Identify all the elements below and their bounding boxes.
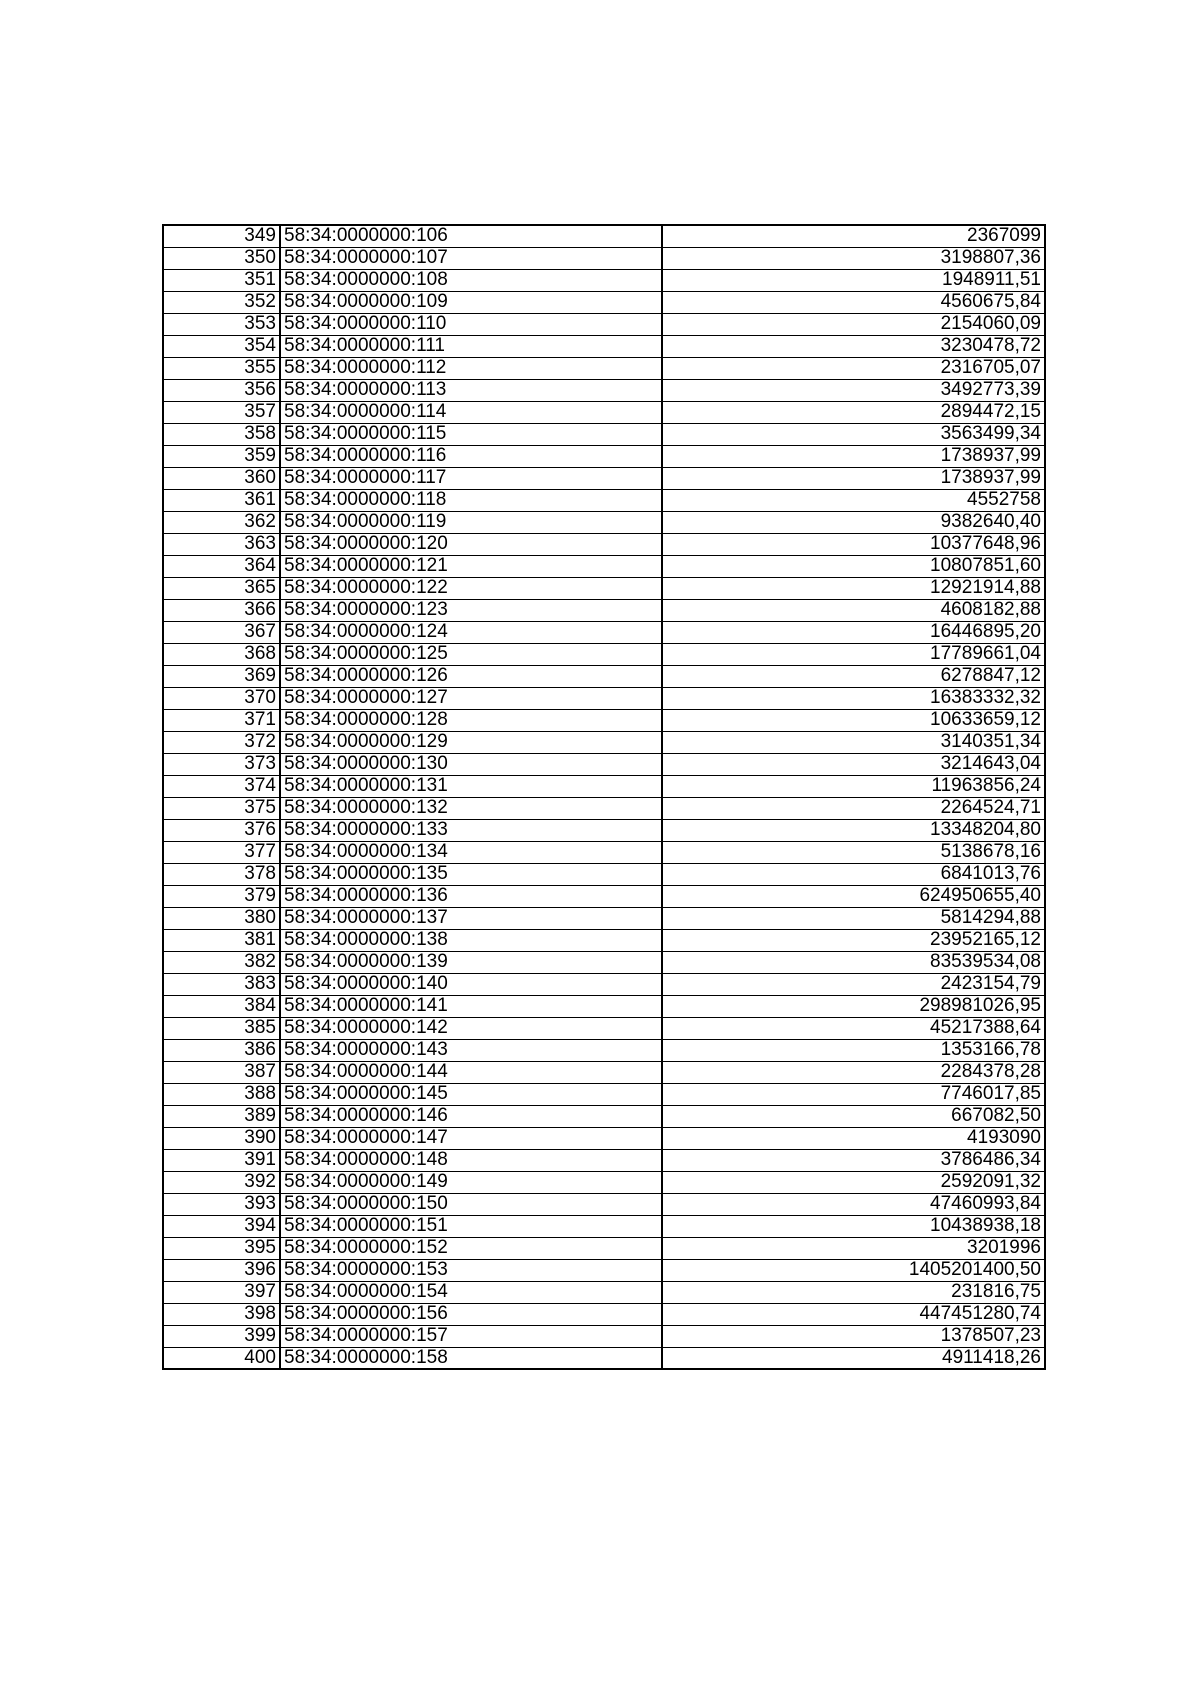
cadastral-number-cell: 58:34:0000000:120 [280, 533, 662, 555]
row-number-cell: 393 [163, 1193, 280, 1215]
row-number-cell: 375 [163, 797, 280, 819]
value-cell: 6278847,12 [662, 665, 1045, 687]
value-cell: 45217388,64 [662, 1017, 1045, 1039]
value-cell: 667082,50 [662, 1105, 1045, 1127]
row-number-cell: 397 [163, 1281, 280, 1303]
value-cell: 23952165,12 [662, 929, 1045, 951]
row-number-cell: 363 [163, 533, 280, 555]
row-number-cell: 384 [163, 995, 280, 1017]
value-cell: 1738937,99 [662, 467, 1045, 489]
value-cell: 2367099 [662, 225, 1045, 247]
cadastral-number-cell: 58:34:0000000:144 [280, 1061, 662, 1083]
row-number-cell: 388 [163, 1083, 280, 1105]
row-number-cell: 376 [163, 819, 280, 841]
cadastral-number-cell: 58:34:0000000:112 [280, 357, 662, 379]
row-number-cell: 367 [163, 621, 280, 643]
row-number-cell: 387 [163, 1061, 280, 1083]
table-row [163, 225, 1045, 247]
value-cell: 3214643,04 [662, 753, 1045, 775]
cadastral-number-cell: 58:34:0000000:139 [280, 951, 662, 973]
value-cell: 5814294,88 [662, 907, 1045, 929]
row-number-cell: 359 [163, 445, 280, 467]
row-number-cell: 372 [163, 731, 280, 753]
table-row [163, 511, 1045, 533]
row-number-cell: 364 [163, 555, 280, 577]
cadastral-number-cell: 58:34:0000000:132 [280, 797, 662, 819]
table-row [163, 1061, 1045, 1083]
table-row [163, 1039, 1045, 1061]
table-row [163, 1105, 1045, 1127]
value-cell: 10438938,18 [662, 1215, 1045, 1237]
table-row [163, 643, 1045, 665]
value-cell: 2894472,15 [662, 401, 1045, 423]
value-cell: 298981026,95 [662, 995, 1045, 1017]
row-number-cell: 382 [163, 951, 280, 973]
table-row [163, 599, 1045, 621]
row-number-cell: 380 [163, 907, 280, 929]
value-cell: 3492773,39 [662, 379, 1045, 401]
value-cell: 2154060,09 [662, 313, 1045, 335]
table-row [163, 489, 1045, 511]
table-row [163, 1127, 1045, 1149]
table-row [163, 269, 1045, 291]
row-number-cell: 360 [163, 467, 280, 489]
row-number-cell: 400 [163, 1347, 280, 1369]
value-cell: 2423154,79 [662, 973, 1045, 995]
table-row [163, 709, 1045, 731]
value-cell: 16446895,20 [662, 621, 1045, 643]
cadastral-number-cell: 58:34:0000000:114 [280, 401, 662, 423]
value-cell: 1738937,99 [662, 445, 1045, 467]
cadastral-number-cell: 58:34:0000000:153 [280, 1259, 662, 1281]
row-number-cell: 366 [163, 599, 280, 621]
table-row [163, 1171, 1045, 1193]
table-row [163, 1303, 1045, 1325]
table-row [163, 819, 1045, 841]
cadastral-number-cell: 58:34:0000000:119 [280, 511, 662, 533]
cadastral-number-cell: 58:34:0000000:129 [280, 731, 662, 753]
value-cell: 4560675,84 [662, 291, 1045, 313]
table-row [163, 423, 1045, 445]
row-number-cell: 369 [163, 665, 280, 687]
table-row [163, 467, 1045, 489]
cadastral-number-cell: 58:34:0000000:125 [280, 643, 662, 665]
cadastral-number-cell: 58:34:0000000:126 [280, 665, 662, 687]
value-cell: 2264524,71 [662, 797, 1045, 819]
value-cell: 16383332,32 [662, 687, 1045, 709]
value-cell: 9382640,40 [662, 511, 1045, 533]
table-row [163, 357, 1045, 379]
row-number-cell: 386 [163, 1039, 280, 1061]
table-row [163, 401, 1045, 423]
cadastral-number-cell: 58:34:0000000:130 [280, 753, 662, 775]
table-row [163, 1083, 1045, 1105]
table-row [163, 753, 1045, 775]
row-number-cell: 351 [163, 269, 280, 291]
row-number-cell: 355 [163, 357, 280, 379]
table-row [163, 621, 1045, 643]
cadastral-number-cell: 58:34:0000000:154 [280, 1281, 662, 1303]
table-row [163, 291, 1045, 313]
cadastral-number-cell: 58:34:0000000:123 [280, 599, 662, 621]
cadastral-number-cell: 58:34:0000000:156 [280, 1303, 662, 1325]
cadastral-number-cell: 58:34:0000000:136 [280, 885, 662, 907]
row-number-cell: 365 [163, 577, 280, 599]
table-row [163, 1281, 1045, 1303]
cadastral-number-cell: 58:34:0000000:117 [280, 467, 662, 489]
value-cell: 3563499,34 [662, 423, 1045, 445]
value-cell: 10633659,12 [662, 709, 1045, 731]
row-number-cell: 399 [163, 1325, 280, 1347]
row-number-cell: 352 [163, 291, 280, 313]
value-cell: 11963856,24 [662, 775, 1045, 797]
table-row [163, 775, 1045, 797]
cadastral-number-cell: 58:34:0000000:106 [280, 225, 662, 247]
cadastral-number-cell: 58:34:0000000:137 [280, 907, 662, 929]
row-number-cell: 391 [163, 1149, 280, 1171]
value-cell: 3230478,72 [662, 335, 1045, 357]
table-row [163, 1325, 1045, 1347]
table-row [163, 533, 1045, 555]
table-row [163, 885, 1045, 907]
row-number-cell: 395 [163, 1237, 280, 1259]
cadastral-number-cell: 58:34:0000000:108 [280, 269, 662, 291]
value-cell: 231816,75 [662, 1281, 1045, 1303]
cadastral-number-cell: 58:34:0000000:113 [280, 379, 662, 401]
table-row [163, 555, 1045, 577]
value-cell: 1948911,51 [662, 269, 1045, 291]
cadastral-number-cell: 58:34:0000000:128 [280, 709, 662, 731]
cadastral-number-cell: 58:34:0000000:148 [280, 1149, 662, 1171]
value-cell: 47460993,84 [662, 1193, 1045, 1215]
cadastral-number-cell: 58:34:0000000:110 [280, 313, 662, 335]
cadastral-number-cell: 58:34:0000000:158 [280, 1347, 662, 1369]
cadastral-number-cell: 58:34:0000000:111 [280, 335, 662, 357]
table-row [163, 951, 1045, 973]
row-number-cell: 377 [163, 841, 280, 863]
cadastral-number-cell: 58:34:0000000:133 [280, 819, 662, 841]
row-number-cell: 357 [163, 401, 280, 423]
value-cell: 4608182,88 [662, 599, 1045, 621]
row-number-cell: 378 [163, 863, 280, 885]
table-row [163, 929, 1045, 951]
cadastral-number-cell: 58:34:0000000:138 [280, 929, 662, 951]
cadastral-number-cell: 58:34:0000000:131 [280, 775, 662, 797]
row-number-cell: 371 [163, 709, 280, 731]
value-cell: 447451280,74 [662, 1303, 1045, 1325]
value-cell: 3201996 [662, 1237, 1045, 1259]
row-number-cell: 389 [163, 1105, 280, 1127]
cadastral-number-cell: 58:34:0000000:145 [280, 1083, 662, 1105]
table-row [163, 379, 1045, 401]
cadastral-number-cell: 58:34:0000000:150 [280, 1193, 662, 1215]
cadastral-number-cell: 58:34:0000000:142 [280, 1017, 662, 1039]
value-cell: 5138678,16 [662, 841, 1045, 863]
row-number-cell: 358 [163, 423, 280, 445]
value-cell: 1405201400,50 [662, 1259, 1045, 1281]
row-number-cell: 373 [163, 753, 280, 775]
table-row [163, 445, 1045, 467]
value-cell: 4193090 [662, 1127, 1045, 1149]
cadastral-number-cell: 58:34:0000000:135 [280, 863, 662, 885]
table-row [163, 973, 1045, 995]
cadastral-number-cell: 58:34:0000000:146 [280, 1105, 662, 1127]
table-row [163, 1259, 1045, 1281]
cadastral-number-cell: 58:34:0000000:107 [280, 247, 662, 269]
row-number-cell: 349 [163, 225, 280, 247]
cadastral-number-cell: 58:34:0000000:127 [280, 687, 662, 709]
value-cell: 7746017,85 [662, 1083, 1045, 1105]
row-number-cell: 374 [163, 775, 280, 797]
cadastral-value-table [162, 224, 1046, 1370]
table-row [163, 1215, 1045, 1237]
row-number-cell: 350 [163, 247, 280, 269]
value-cell: 10377648,96 [662, 533, 1045, 555]
table-row [163, 841, 1045, 863]
row-number-cell: 362 [163, 511, 280, 533]
row-number-cell: 396 [163, 1259, 280, 1281]
cadastral-number-cell: 58:34:0000000:109 [280, 291, 662, 313]
row-number-cell: 385 [163, 1017, 280, 1039]
cadastral-number-cell: 58:34:0000000:149 [280, 1171, 662, 1193]
cadastral-number-cell: 58:34:0000000:124 [280, 621, 662, 643]
row-number-cell: 383 [163, 973, 280, 995]
table-row [163, 1237, 1045, 1259]
value-cell: 2592091,32 [662, 1171, 1045, 1193]
cadastral-number-cell: 58:34:0000000:157 [280, 1325, 662, 1347]
row-number-cell: 368 [163, 643, 280, 665]
value-cell: 4552758 [662, 489, 1045, 511]
value-cell: 10807851,60 [662, 555, 1045, 577]
table-row [163, 687, 1045, 709]
row-number-cell: 356 [163, 379, 280, 401]
table-row [163, 313, 1045, 335]
cadastral-number-cell: 58:34:0000000:141 [280, 995, 662, 1017]
table-row [163, 731, 1045, 753]
row-number-cell: 353 [163, 313, 280, 335]
table-row [163, 907, 1045, 929]
row-number-cell: 379 [163, 885, 280, 907]
row-number-cell: 398 [163, 1303, 280, 1325]
value-cell: 6841013,76 [662, 863, 1045, 885]
table-row [163, 247, 1045, 269]
value-cell: 83539534,08 [662, 951, 1045, 973]
cadastral-number-cell: 58:34:0000000:152 [280, 1237, 662, 1259]
row-number-cell: 361 [163, 489, 280, 511]
value-cell: 12921914,88 [662, 577, 1045, 599]
value-cell: 13348204,80 [662, 819, 1045, 841]
value-cell: 624950655,40 [662, 885, 1045, 907]
cadastral-number-cell: 58:34:0000000:147 [280, 1127, 662, 1149]
cadastral-number-cell: 58:34:0000000:140 [280, 973, 662, 995]
table-body [163, 225, 1045, 1369]
table-row [163, 797, 1045, 819]
table-row [163, 1193, 1045, 1215]
cadastral-number-cell: 58:34:0000000:115 [280, 423, 662, 445]
table-row [163, 577, 1045, 599]
table-row [163, 995, 1045, 1017]
value-cell: 2284378,28 [662, 1061, 1045, 1083]
cadastral-number-cell: 58:34:0000000:121 [280, 555, 662, 577]
value-cell: 1353166,78 [662, 1039, 1045, 1061]
cadastral-number-cell: 58:34:0000000:151 [280, 1215, 662, 1237]
row-number-cell: 381 [163, 929, 280, 951]
table-row [163, 863, 1045, 885]
value-cell: 1378507,23 [662, 1325, 1045, 1347]
row-number-cell: 394 [163, 1215, 280, 1237]
table-row [163, 335, 1045, 357]
table-row [163, 1017, 1045, 1039]
cadastral-number-cell: 58:34:0000000:122 [280, 577, 662, 599]
row-number-cell: 392 [163, 1171, 280, 1193]
value-cell: 3198807,36 [662, 247, 1045, 269]
cadastral-number-cell: 58:34:0000000:143 [280, 1039, 662, 1061]
table-row [163, 1347, 1045, 1369]
table-row [163, 665, 1045, 687]
cadastral-number-cell: 58:34:0000000:118 [280, 489, 662, 511]
value-cell: 4911418,26 [662, 1347, 1045, 1369]
row-number-cell: 354 [163, 335, 280, 357]
cadastral-number-cell: 58:34:0000000:116 [280, 445, 662, 467]
value-cell: 17789661,04 [662, 643, 1045, 665]
table-row [163, 1149, 1045, 1171]
cadastral-number-cell: 58:34:0000000:134 [280, 841, 662, 863]
value-cell: 2316705,07 [662, 357, 1045, 379]
value-cell: 3140351,34 [662, 731, 1045, 753]
value-cell: 3786486,34 [662, 1149, 1045, 1171]
row-number-cell: 370 [163, 687, 280, 709]
row-number-cell: 390 [163, 1127, 280, 1149]
